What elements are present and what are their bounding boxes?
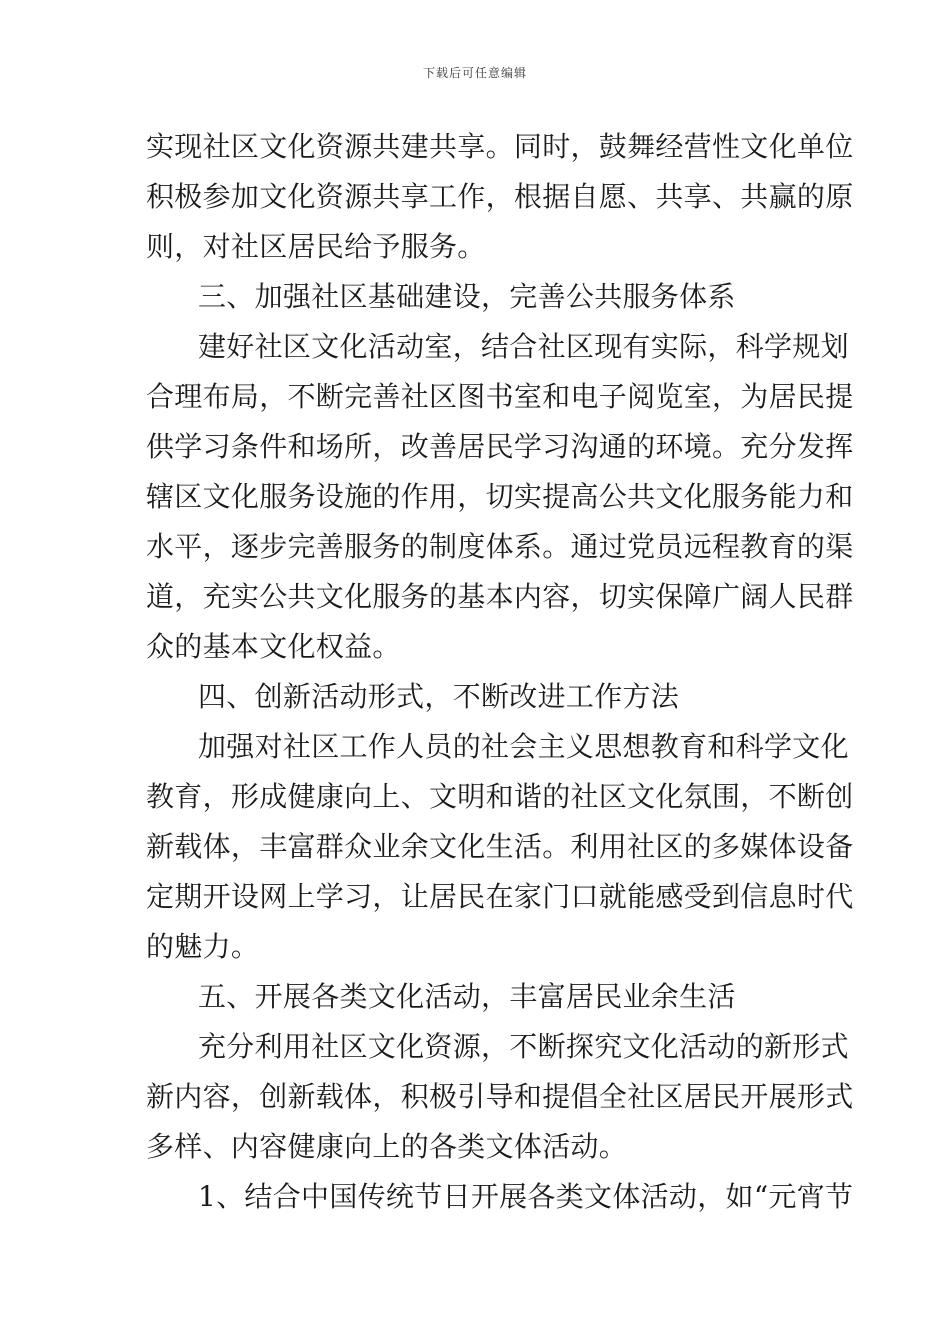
text-line: 建好社区文化活动室，结合社区现有实际，科学规划 [198,330,849,363]
document-body [146,122,854,1222]
text-line: 多样、内容健康向上的各类文体活动。 [146,1130,628,1163]
text-line: 的魅力。 [146,930,260,963]
text-line: 加强对社区工作人员的社会主义思想教育和科学文化 [198,730,849,763]
text-line: 则，对社区居民给予服务。 [146,230,486,263]
text-line: 道，充实公共文化服务的基本内容，切实保障广阔人民群 [146,580,854,613]
text-line: 众的基本文化权益。 [146,630,401,663]
text-line: 新载体，丰富群众业余文化生活。利用社区的多媒体设备 [146,830,854,863]
text-line: 供学习条件和场所，改善居民学习沟通的环境。充分发挥 [146,430,854,463]
text-line: 合理布局，不断完善社区图书室和电子阅览室，为居民提 [146,380,854,413]
text-line: 实现社区文化资源共建共享。同时，鼓舞经营性文化单位 [146,130,854,163]
text-line: 水平，逐步完善服务的制度体系。通过党员远程教育的渠 [146,530,854,563]
section-heading-5: 五、开展各类文化活动，丰富居民业余生活 [198,980,736,1013]
text-line: 教育，形成健康向上、文明和谐的社区文化氛围，不断创 [146,780,854,813]
text-line: 定期开设网上学习，让居民在家门口就能感受到信息时代 [146,880,854,913]
text-line: 充分利用社区文化资源，不断探究文化活动的新形式 [198,1030,849,1063]
section-heading-4: 四、创新活动形式，不断改进工作方法 [198,680,680,713]
list-item: 1、结合中国传统节日开展各类文体活动，如“元宵节 [198,1180,854,1213]
text-line: 积极参加文化资源共享工作，根据自愿、共享、共赢的原 [146,180,854,213]
text-line: 新内容，创新载体，积极引导和提倡全社区居民开展形式 [146,1080,854,1113]
page-header: 下载后可任意编辑 [422,66,527,80]
text-line: 辖区文化服务设施的作用，切实提高公共文化服务能力和 [146,480,854,513]
section-heading-3: 三、加强社区基础建设，完善公共服务体系 [198,280,736,313]
